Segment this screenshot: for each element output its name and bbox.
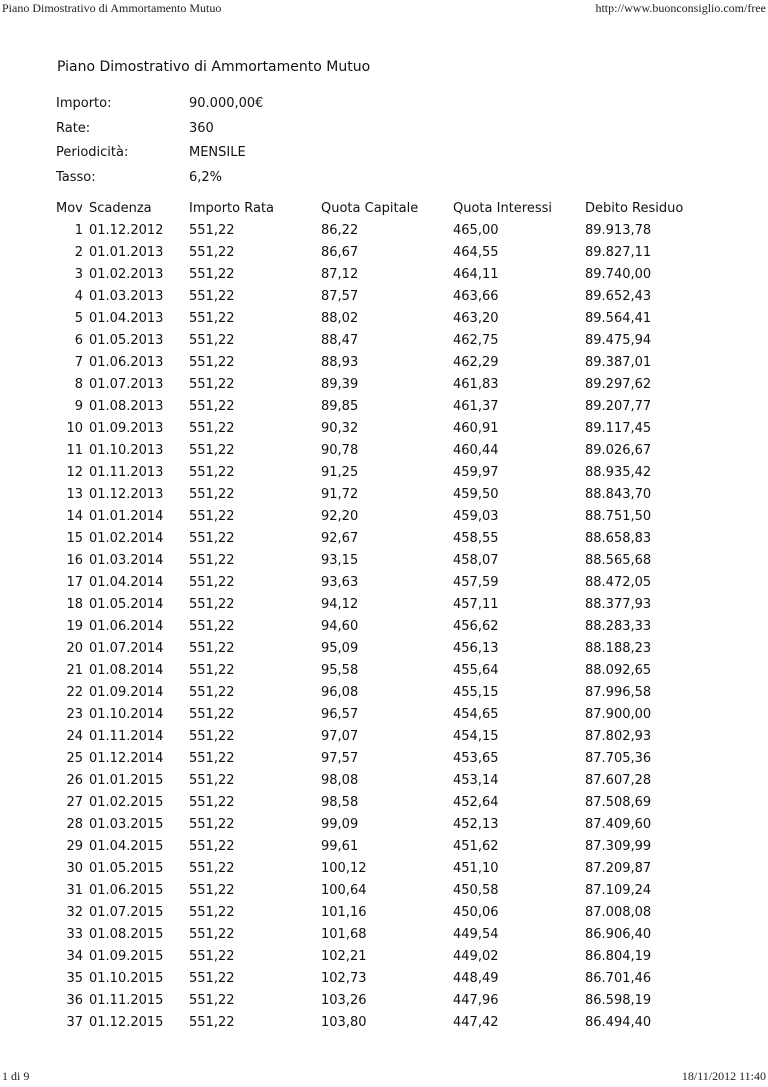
cell-mov: 34 [66, 949, 83, 964]
info-value: 6,2% [189, 169, 223, 185]
cell-debito-residuo: 89.026,67 [585, 443, 652, 458]
cell-debito-residuo: 89.652,43 [585, 289, 652, 304]
cell-scadenza: 01.09.2014 [89, 685, 164, 700]
cell-mov: 18 [66, 597, 83, 612]
cell-debito-residuo: 88.935,42 [585, 465, 652, 480]
cell-quota-capitale: 97,57 [321, 751, 359, 766]
cell-scadenza: 01.08.2014 [89, 663, 164, 678]
cell-debito-residuo: 86.494,40 [585, 1015, 652, 1030]
cell-importo-rata: 551,22 [189, 487, 235, 502]
cell-mov: 37 [66, 1015, 83, 1030]
cell-quota-interessi: 458,55 [453, 531, 499, 546]
cell-quota-interessi: 454,65 [453, 707, 499, 722]
info-value: MENSILE [189, 145, 246, 160]
print-datetime: 18/11/2012 11:40 [681, 1069, 766, 1083]
cell-mov: 9 [74, 399, 83, 414]
cell-debito-residuo: 86.701,46 [585, 971, 652, 986]
cell-importo-rata: 551,22 [189, 245, 235, 260]
cell-quota-capitale: 89,85 [321, 399, 359, 414]
cell-importo-rata: 551,22 [189, 927, 235, 942]
cell-quota-capitale: 91,25 [321, 465, 359, 480]
cell-quota-interessi: 453,65 [453, 751, 499, 766]
cell-debito-residuo: 89.827,11 [585, 245, 652, 260]
cell-scadenza: 01.07.2013 [89, 377, 164, 392]
cell-quota-capitale: 87,57 [321, 289, 359, 304]
cell-quota-interessi: 463,66 [453, 289, 499, 304]
cell-importo-rata: 551,22 [189, 1015, 235, 1030]
cell-mov: 23 [66, 707, 83, 722]
cell-debito-residuo: 89.117,45 [585, 421, 652, 436]
column-header-quota-interessi: Quota Interessi [453, 201, 553, 216]
cell-debito-residuo: 87.607,28 [585, 773, 652, 788]
cell-mov: 24 [66, 729, 83, 744]
cell-importo-rata: 551,22 [189, 971, 235, 986]
cell-scadenza: 01.05.2014 [89, 597, 164, 612]
cell-quota-capitale: 94,60 [321, 619, 359, 634]
cell-mov: 14 [66, 509, 83, 524]
cell-importo-rata: 551,22 [189, 685, 235, 700]
cell-importo-rata: 551,22 [189, 729, 235, 744]
cell-scadenza: 01.11.2014 [89, 729, 164, 744]
cell-debito-residuo: 87.109,24 [585, 883, 652, 898]
cell-quota-interessi: 464,11 [453, 267, 499, 282]
cell-quota-capitale: 100,12 [321, 861, 367, 876]
cell-quota-capitale: 89,39 [321, 377, 359, 392]
cell-quota-interessi: 460,91 [453, 421, 499, 436]
cell-scadenza: 01.03.2013 [89, 289, 164, 304]
cell-quota-capitale: 102,73 [321, 971, 367, 986]
cell-quota-interessi: 459,50 [453, 487, 499, 502]
cell-debito-residuo: 87.705,36 [585, 751, 652, 766]
cell-scadenza: 01.07.2015 [89, 905, 164, 920]
cell-scadenza: 01.02.2013 [89, 267, 164, 282]
cell-importo-rata: 551,22 [189, 619, 235, 634]
info-value: 90.000,00€ [189, 96, 264, 111]
cell-mov: 25 [66, 751, 83, 766]
cell-quota-interessi: 461,83 [453, 377, 499, 392]
cell-mov: 17 [66, 575, 83, 590]
cell-quota-capitale: 86,67 [321, 245, 359, 260]
column-header-debito-residuo: Debito Residuo [585, 201, 684, 216]
cell-mov: 5 [74, 311, 83, 326]
cell-quota-interessi: 451,62 [453, 839, 499, 854]
cell-scadenza: 01.09.2013 [89, 421, 164, 436]
cell-mov: 15 [66, 531, 83, 546]
cell-scadenza: 01.06.2013 [89, 355, 164, 370]
cell-importo-rata: 551,22 [189, 707, 235, 722]
cell-debito-residuo: 88.472,05 [585, 575, 652, 590]
cell-mov: 27 [66, 795, 83, 810]
cell-quota-interessi: 456,13 [453, 641, 499, 656]
cell-importo-rata: 551,22 [189, 333, 235, 348]
cell-scadenza: 01.07.2014 [89, 641, 164, 656]
cell-scadenza: 01.10.2014 [89, 707, 164, 722]
cell-importo-rata: 551,22 [189, 993, 235, 1008]
cell-mov: 8 [74, 377, 83, 392]
cell-quota-capitale: 100,64 [321, 883, 367, 898]
cell-debito-residuo: 88.658,83 [585, 531, 652, 546]
cell-scadenza: 01.08.2015 [89, 927, 164, 942]
cell-quota-interessi: 462,29 [453, 355, 499, 370]
cell-quota-capitale: 103,80 [321, 1015, 367, 1030]
page-title: Piano Dimostrativo di Ammortamento Mutuo [57, 59, 371, 75]
cell-mov: 30 [66, 861, 83, 876]
cell-importo-rata: 551,22 [189, 509, 235, 524]
cell-debito-residuo: 87.900,00 [585, 707, 652, 722]
cell-quota-interessi: 464,55 [453, 245, 499, 260]
cell-quota-interessi: 450,58 [453, 883, 499, 898]
cell-quota-interessi: 451,10 [453, 861, 499, 876]
cell-debito-residuo: 89.207,77 [585, 399, 652, 414]
cell-debito-residuo: 87.802,93 [585, 729, 652, 744]
cell-importo-rata: 551,22 [189, 773, 235, 788]
cell-quota-interessi: 454,15 [453, 729, 499, 744]
cell-quota-interessi: 462,75 [453, 333, 499, 348]
cell-mov: 12 [66, 465, 83, 480]
cell-quota-interessi: 449,02 [453, 949, 499, 964]
cell-quota-capitale: 92,20 [321, 509, 359, 524]
cell-quota-capitale: 95,58 [321, 663, 359, 678]
cell-quota-interessi: 460,44 [453, 443, 499, 458]
column-header-quota-capitale: Quota Capitale [321, 201, 419, 216]
cell-mov: 19 [66, 619, 83, 634]
cell-debito-residuo: 88.188,23 [585, 641, 652, 656]
cell-debito-residuo: 87.008,08 [585, 905, 652, 920]
cell-quota-capitale: 91,72 [321, 487, 359, 502]
cell-mov: 31 [66, 883, 83, 898]
cell-scadenza: 01.02.2014 [89, 531, 164, 546]
cell-quota-interessi: 465,00 [453, 223, 499, 238]
cell-quota-capitale: 99,09 [321, 817, 359, 832]
cell-quota-capitale: 101,16 [321, 905, 367, 920]
cell-debito-residuo: 87.209,87 [585, 861, 652, 876]
cell-scadenza: 01.01.2015 [89, 773, 164, 788]
cell-quota-capitale: 90,78 [321, 443, 359, 458]
column-header-scadenza: Scadenza [89, 201, 152, 216]
cell-mov: 3 [74, 267, 83, 282]
cell-mov: 36 [66, 993, 83, 1008]
cell-importo-rata: 551,22 [189, 883, 235, 898]
cell-mov: 35 [66, 971, 83, 986]
cell-quota-capitale: 93,63 [321, 575, 359, 590]
cell-debito-residuo: 89.913,78 [585, 223, 652, 238]
cell-quota-interessi: 456,62 [453, 619, 499, 634]
cell-quota-interessi: 459,97 [453, 465, 499, 480]
cell-debito-residuo: 89.387,01 [585, 355, 652, 370]
cell-importo-rata: 551,22 [189, 289, 235, 304]
cell-scadenza: 01.12.2015 [89, 1015, 164, 1030]
cell-quota-interessi: 457,59 [453, 575, 499, 590]
cell-quota-interessi: 447,42 [453, 1015, 499, 1030]
cell-quota-interessi: 450,06 [453, 905, 499, 920]
cell-debito-residuo: 88.092,65 [585, 663, 652, 678]
cell-scadenza: 01.04.2013 [89, 311, 164, 326]
cell-mov: 21 [66, 663, 83, 678]
cell-mov: 32 [66, 905, 83, 920]
page-number: 1 di 9 [2, 1069, 30, 1083]
header-url[interactable]: http://www.buonconsiglio.com/free [595, 1, 766, 15]
cell-importo-rata: 551,22 [189, 311, 235, 326]
cell-scadenza: 01.04.2014 [89, 575, 164, 590]
cell-importo-rata: 551,22 [189, 597, 235, 612]
header-title: Piano Dimostrativo di Ammortamento Mutuo [2, 1, 222, 15]
print-footer [0, 1069, 768, 1087]
info-value: 360 [189, 120, 214, 136]
column-header-importo-rata: Importo Rata [189, 201, 275, 216]
cell-quota-interessi: 447,96 [453, 993, 499, 1008]
cell-importo-rata: 551,22 [189, 553, 235, 568]
cell-quota-capitale: 97,07 [321, 729, 359, 744]
cell-importo-rata: 551,22 [189, 905, 235, 920]
cell-importo-rata: 551,22 [189, 641, 235, 656]
cell-quota-interessi: 461,37 [453, 399, 499, 414]
cell-scadenza: 01.02.2015 [89, 795, 164, 810]
cell-quota-interessi: 449,54 [453, 927, 499, 942]
cell-debito-residuo: 89.740,00 [585, 267, 652, 282]
cell-scadenza: 01.10.2013 [89, 443, 164, 458]
cell-scadenza: 01.12.2012 [89, 223, 164, 238]
cell-quota-capitale: 98,58 [321, 795, 359, 810]
cell-importo-rata: 551,22 [189, 443, 235, 458]
cell-scadenza: 01.06.2015 [89, 883, 164, 898]
cell-quota-capitale: 88,02 [321, 311, 359, 326]
cell-scadenza: 01.01.2013 [89, 245, 164, 260]
cell-importo-rata: 551,22 [189, 575, 235, 590]
cell-quota-interessi: 463,20 [453, 311, 499, 326]
cell-debito-residuo: 88.751,50 [585, 509, 652, 524]
cell-quota-capitale: 86,22 [321, 223, 359, 238]
cell-mov: 22 [66, 685, 83, 700]
cell-debito-residuo: 88.283,33 [585, 619, 652, 634]
cell-debito-residuo: 88.565,68 [585, 553, 652, 568]
cell-importo-rata: 551,22 [189, 355, 235, 370]
cell-quota-capitale: 102,21 [321, 949, 367, 964]
cell-scadenza: 01.04.2015 [89, 839, 164, 854]
cell-importo-rata: 551,22 [189, 861, 235, 876]
cell-mov: 28 [66, 817, 83, 832]
info-label: Rate: [56, 120, 91, 136]
cell-scadenza: 01.03.2015 [89, 817, 164, 832]
cell-quota-interessi: 448,49 [453, 971, 499, 986]
cell-scadenza: 01.12.2014 [89, 751, 164, 766]
cell-debito-residuo: 89.297,62 [585, 377, 652, 392]
cell-debito-residuo: 87.309,99 [585, 839, 652, 854]
cell-mov: 6 [74, 333, 83, 348]
cell-importo-rata: 551,22 [189, 531, 235, 546]
cell-scadenza: 01.11.2013 [89, 465, 164, 480]
cell-mov: 33 [66, 927, 83, 942]
cell-importo-rata: 551,22 [189, 751, 235, 766]
cell-scadenza: 01.11.2015 [89, 993, 164, 1008]
cell-mov: 10 [66, 421, 83, 436]
cell-importo-rata: 551,22 [189, 377, 235, 392]
cell-scadenza: 01.08.2013 [89, 399, 164, 414]
cell-quota-interessi: 459,03 [453, 509, 499, 524]
cell-importo-rata: 551,22 [189, 223, 235, 238]
cell-quota-interessi: 455,64 [453, 663, 499, 678]
cell-debito-residuo: 89.564,41 [585, 311, 652, 326]
column-header-mov: Mov [56, 201, 83, 216]
cell-quota-capitale: 93,15 [321, 553, 359, 568]
cell-debito-residuo: 87.508,69 [585, 795, 652, 810]
cell-quota-capitale: 88,47 [321, 333, 359, 348]
cell-importo-rata: 551,22 [189, 817, 235, 832]
cell-debito-residuo: 88.377,93 [585, 597, 652, 612]
cell-quota-capitale: 95,09 [321, 641, 359, 656]
cell-importo-rata: 551,22 [189, 663, 235, 678]
cell-debito-residuo: 88.843,70 [585, 487, 652, 502]
cell-importo-rata: 551,22 [189, 421, 235, 436]
cell-debito-residuo: 86.598,19 [585, 993, 652, 1008]
cell-mov: 16 [66, 553, 83, 568]
cell-debito-residuo: 89.475,94 [585, 333, 652, 348]
cell-mov: 1 [74, 223, 83, 238]
cell-mov: 20 [66, 641, 83, 656]
cell-mov: 26 [66, 773, 83, 788]
cell-importo-rata: 551,22 [189, 465, 235, 480]
cell-mov: 29 [66, 839, 83, 854]
cell-mov: 11 [66, 443, 83, 458]
cell-quota-interessi: 452,64 [453, 795, 499, 810]
cell-scadenza: 01.09.2015 [89, 949, 164, 964]
cell-quota-interessi: 453,14 [453, 773, 499, 788]
cell-debito-residuo: 87.996,58 [585, 685, 652, 700]
cell-mov: 7 [74, 355, 83, 370]
info-label: Periodicità: [56, 145, 129, 160]
info-label: Importo: [56, 96, 112, 111]
cell-scadenza: 01.12.2013 [89, 487, 164, 502]
cell-importo-rata: 551,22 [189, 839, 235, 854]
cell-quota-capitale: 98,08 [321, 773, 359, 788]
cell-quota-interessi: 455,15 [453, 685, 499, 700]
cell-scadenza: 01.03.2014 [89, 553, 164, 568]
cell-quota-capitale: 94,12 [321, 597, 359, 612]
cell-debito-residuo: 86.906,40 [585, 927, 652, 942]
cell-debito-residuo: 86.804,19 [585, 949, 652, 964]
cell-quota-capitale: 96,08 [321, 685, 359, 700]
cell-quota-capitale: 88,93 [321, 355, 359, 370]
cell-quota-capitale: 87,12 [321, 267, 359, 282]
cell-quota-capitale: 92,67 [321, 531, 359, 546]
cell-scadenza: 01.10.2015 [89, 971, 164, 986]
cell-quota-interessi: 457,11 [453, 597, 499, 612]
info-label: Tasso: [56, 169, 96, 185]
cell-importo-rata: 551,22 [189, 795, 235, 810]
cell-mov: 13 [66, 487, 83, 502]
cell-mov: 4 [74, 289, 83, 304]
cell-scadenza: 01.05.2013 [89, 333, 164, 348]
cell-scadenza: 01.05.2015 [89, 861, 164, 876]
cell-scadenza: 01.01.2014 [89, 509, 164, 524]
cell-quota-capitale: 90,32 [321, 421, 359, 436]
cell-debito-residuo: 87.409,60 [585, 817, 652, 832]
cell-quota-interessi: 452,13 [453, 817, 499, 832]
cell-quota-capitale: 103,26 [321, 993, 367, 1008]
cell-importo-rata: 551,22 [189, 267, 235, 282]
cell-quota-interessi: 458,07 [453, 553, 499, 568]
cell-mov: 2 [74, 245, 83, 260]
cell-quota-capitale: 96,57 [321, 707, 359, 722]
cell-quota-capitale: 99,61 [321, 839, 359, 854]
cell-importo-rata: 551,22 [189, 399, 235, 414]
cell-importo-rata: 551,22 [189, 949, 235, 964]
cell-quota-capitale: 101,68 [321, 927, 367, 942]
cell-scadenza: 01.06.2014 [89, 619, 164, 634]
print-header [0, 0, 768, 16]
